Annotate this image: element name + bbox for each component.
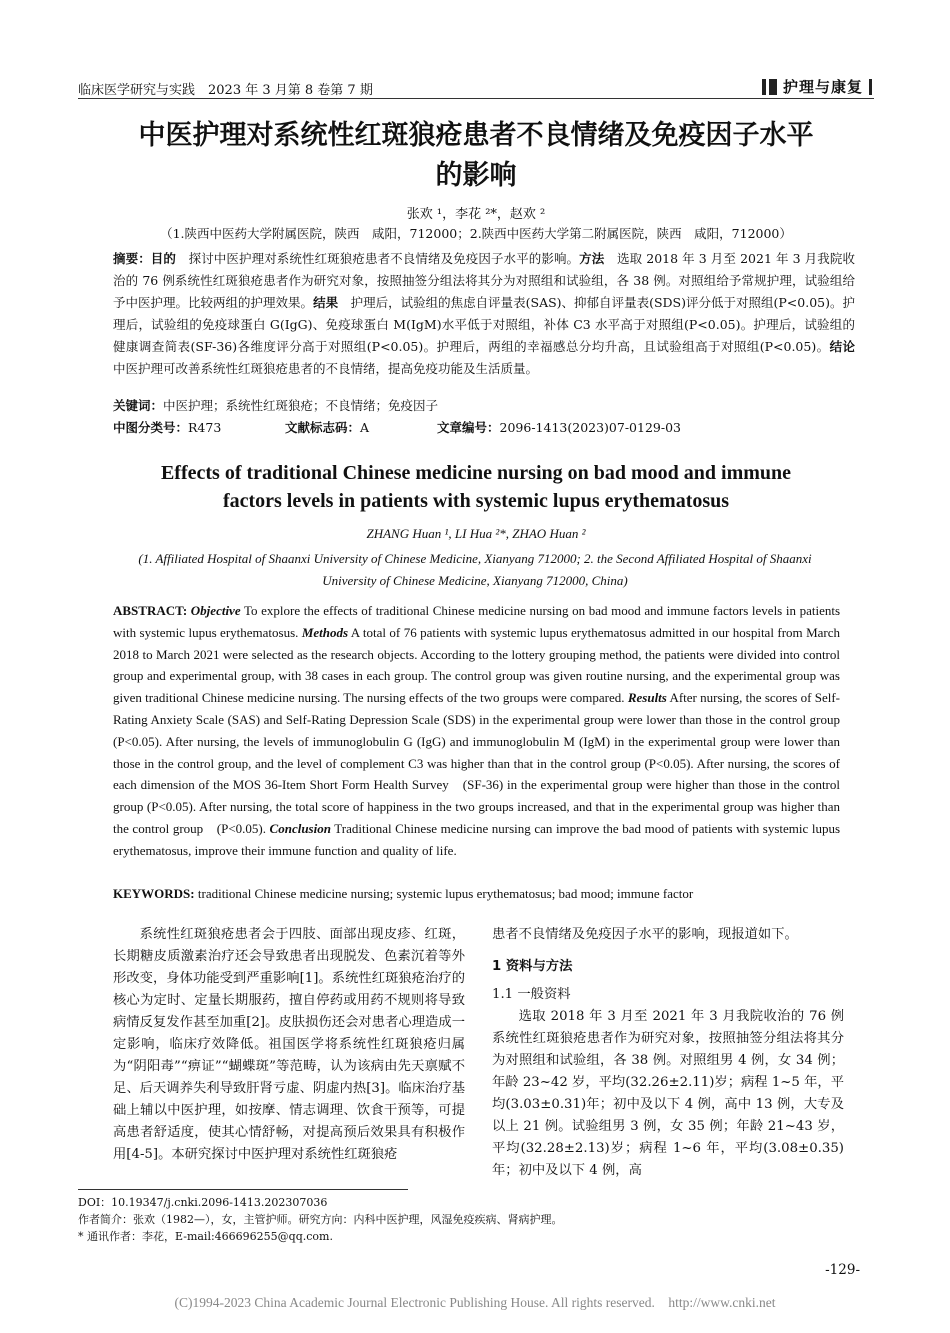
intro-paragraph: 系统性红斑狼疮患者会于四肢、面部出现皮疹、红斑，长期糖皮质激素治疗还会导致患者出现脱发、色素沉着等外形改变，身体功能受到严重影响[1]。系统性红斑狼疮治疗的核心为定时、定量长期服药，擅自停药或用药不规则将导致病情反复发作甚至加重[2]。皮肤损伤还会对患者心理造成一定影响，临床疗效降低。祖国医学将系统性红斑狼疮归属为“阴阳毒”“痹证”“蝴蝶斑”等范畴，认为该病由先天禀赋不足、后天调养失利导致肝肾亏虚、阴虚内热[3]。临床治疗基础上辅以中医护理，如按摩、情志调理、饮食干预等，可提高患者舒适度，使其心情舒畅，对提高预后效果具有积极作用[4-5]。本研究探讨中医护理对系统性红斑狼疮: [113, 927, 465, 1162]
title-en-line-2: factors levels in patients with systemic lupus erythematosus: [222, 490, 730, 512]
methods-cn: 选取 2018 年 3 月至 2021 年 3 月我院收治的 76 例系统性红斑狼疮患者作为研究对象，按照抽签分组法将其分为对照组和试验组，各 38 例。对照组给予常规护理，试验组给予中医护理。比较两组的护理效果。: [113, 251, 855, 310]
doc-code-label: 文献标志码：: [285, 420, 361, 435]
authors-cn: 张欢 ¹，李花 ²*，赵欢 ²: [406, 207, 546, 222]
page-number: -129-: [825, 1262, 860, 1278]
title-en: [78, 459, 874, 515]
footnote-divider: [78, 1189, 408, 1190]
methods-en: A total of 76 patients with systemic lupus erythematosus admitted in our hospital from March 2018 to March 2021 were selected as the research objects. According to the lottery grouping method, the patients were divided into control group and experimental group, with 38 cases in each group. The control group was given routine nursing, and the experimental group was given traditional Chinese medicine nursing. The nursing effects of the two groups were compared.: [113, 624, 840, 706]
results-cn: 护理后，试验组的焦虑自评量表(SAS)、抑郁自评量表(SDS)评分低于对照组(P<0.05)。护理后，试验组的免疫球蛋白 G(IgG)、免疫球蛋白 M(IgM)水平低于对照组，补体 C3 水平高于对照组(P<0.05)。护理后，试验组的健康调查简表(SF-36)各维度评分高于对照组(P<0.05)。护理后，两组的幸福感总分均升高，且试验组高于对照组(P<0.05)。: [113, 295, 855, 354]
objective-label-cn: 目的: [150, 251, 176, 266]
section-bar-icon: [869, 79, 872, 95]
section-bar-icon: [769, 79, 777, 95]
methods-label-en: Methods: [301, 624, 349, 640]
keywords-en: [113, 886, 840, 902]
keywords-en-value: traditional Chinese medicine nursing; systemic lupus erythematosus; bad mood; immune factor: [197, 886, 694, 901]
affiliation-cn: （1.陕西中医药大学附属医院，陕西 咸阳，712000；2.陕西中医药大学第二附属医院，陕西 咸阳，712000）: [160, 226, 792, 241]
section-tag: [762, 76, 872, 97]
article-no-value: 2096-1413(2023)07-0129-03: [499, 420, 681, 435]
doc-code-value: A: [360, 420, 370, 435]
article-no-label: 文章编号：: [437, 420, 500, 435]
section-bar-icon: [762, 79, 766, 95]
abstract-cn-label: 摘要：: [113, 251, 151, 266]
clc-value: R473: [188, 420, 222, 435]
title-en-line-1: Effects of traditional Chinese medicine nursing on bad mood and immune: [160, 462, 792, 484]
keywords-cn-value: 中医护理；系统性红斑狼疮；不良情绪；免疫因子: [163, 398, 439, 413]
results-en: After nursing, the scores of Self-Rating Anxiety Scale (SAS) and Self-Rating Depression Scale (SDS) in the experimental group were lower than those in the control group (P<0.05). After nursing, the levels of immunoglobulin G (IgG) and immunoglobulin M (IgM) in the experimental group were lower than those in the control group, and the level of complement C3 was higher than that in the control group (P<0.05). After nursing, the scores of each dimension of the MOS 36-Item Short Form Health Survey (SF-36) in the experimental group were higher than those in the control group (P<0.05). After nursing, the total score of happiness in the two groups increased, and that in the experimental group was higher than the control group (P<0.05).: [113, 690, 841, 836]
abstract-cn: [113, 248, 855, 380]
copyright-watermark: (C)1994-2023 China Academic Journal Electronic Publishing House. All rights reserved. http://www.cnki.net: [174, 1295, 776, 1310]
body-column-right: [492, 924, 844, 1182]
methods-label-cn: 方法: [579, 251, 605, 266]
journal-header: 临床医学研究与实践 2023 年 3 月第 8 卷第 7 期: [78, 83, 373, 98]
title-cn-line-1: 中医护理对系统性红斑狼疮患者不良情绪及免疫因子水平: [138, 120, 814, 151]
abstract-en-label: ABSTRACT:: [113, 603, 188, 618]
section-heading: 1 资料与方法: [492, 959, 573, 974]
clc-label: 中图分类号：: [113, 420, 189, 435]
affiliation-en: (1. Affiliated Hospital of Shaanxi University of Chinese Medicine, Xianyang 712000; 2. the Second Affiliated Hospital of Shaanxi University of Chinese Medicine, Xianyang 712000, China): [138, 551, 812, 588]
intro-paragraph-continued: 患者不良情绪及免疫因子水平的影响，现报道如下。: [492, 927, 798, 942]
doi: DOI：10.19347/j.cnki.2096-1413.202307036: [78, 1196, 328, 1209]
objective-en: To explore the effects of traditional Chinese medicine nursing on bad mood and immune factors levels in patients with systemic lupus erythematosus.: [113, 603, 841, 640]
objective-label-en: Objective: [190, 603, 241, 618]
conclusion-label-en: Conclusion: [269, 820, 331, 836]
abstract-en: [113, 600, 840, 862]
classification-row: [113, 418, 855, 436]
section-label: 护理与康复: [782, 78, 863, 96]
title-cn-line-2: 的影响: [435, 160, 517, 191]
author-note: 作者简介：张欢（1982—），女，主管护师。研究方向：内科中医护理，风湿免疫疾病、肾病护理。: [78, 1213, 563, 1226]
title-cn: [78, 116, 874, 196]
conclusion-label-cn: 结论: [829, 339, 855, 354]
body-column-left: [113, 924, 465, 1166]
subsection-heading: 1.1 一般资料: [492, 987, 571, 1002]
authors-en: ZHANG Huan ¹, LI Hua ²*, ZHAO Huan ²: [366, 526, 586, 541]
conclusion-en: Traditional Chinese medicine nursing can improve the bad mood of patients with systemic lupus erythematosus, improve their immune function and quality of life.: [113, 820, 841, 858]
results-label-en: Results: [627, 690, 667, 706]
keywords-cn: [113, 396, 855, 414]
header-divider: [78, 98, 874, 99]
objective-cn: 探讨中医护理对系统性红斑狼疮患者不良情绪及免疫因子水平的影响。: [188, 251, 580, 266]
general-data-paragraph: 选取 2018 年 3 月至 2021 年 3 月我院收治的 76 例系统性红斑狼疮患者作为研究对象，按照抽签分组法将其分为对照组和试验组，各 38 例。对照组男 4 例，女 34 例；年龄 23~42 岁，平均(32.26±2.11)岁；病程 1~5 年，平均(3.03±0.31)年；初中及以下 4 例，高中 13 例，大专及以上 21 例。试验组男 3 例，女 35 例；年龄 21~43 岁，平均(32.28±2.13)岁；病程 1~6 年，平均(3.08±0.35)年；初中及以下 4 例，高: [492, 1009, 844, 1178]
corresponding-note: * 通讯作者：李花，E-mail:466696255@qq.com.: [78, 1230, 333, 1243]
conclusion-cn: 中医护理可改善系统性红斑狼疮患者的不良情绪，提高免疫功能及生活质量。: [113, 361, 539, 376]
results-label-cn: 结果: [313, 295, 339, 310]
keywords-cn-label: 关键词：: [113, 398, 164, 413]
keywords-en-label: KEYWORDS:: [113, 886, 195, 901]
